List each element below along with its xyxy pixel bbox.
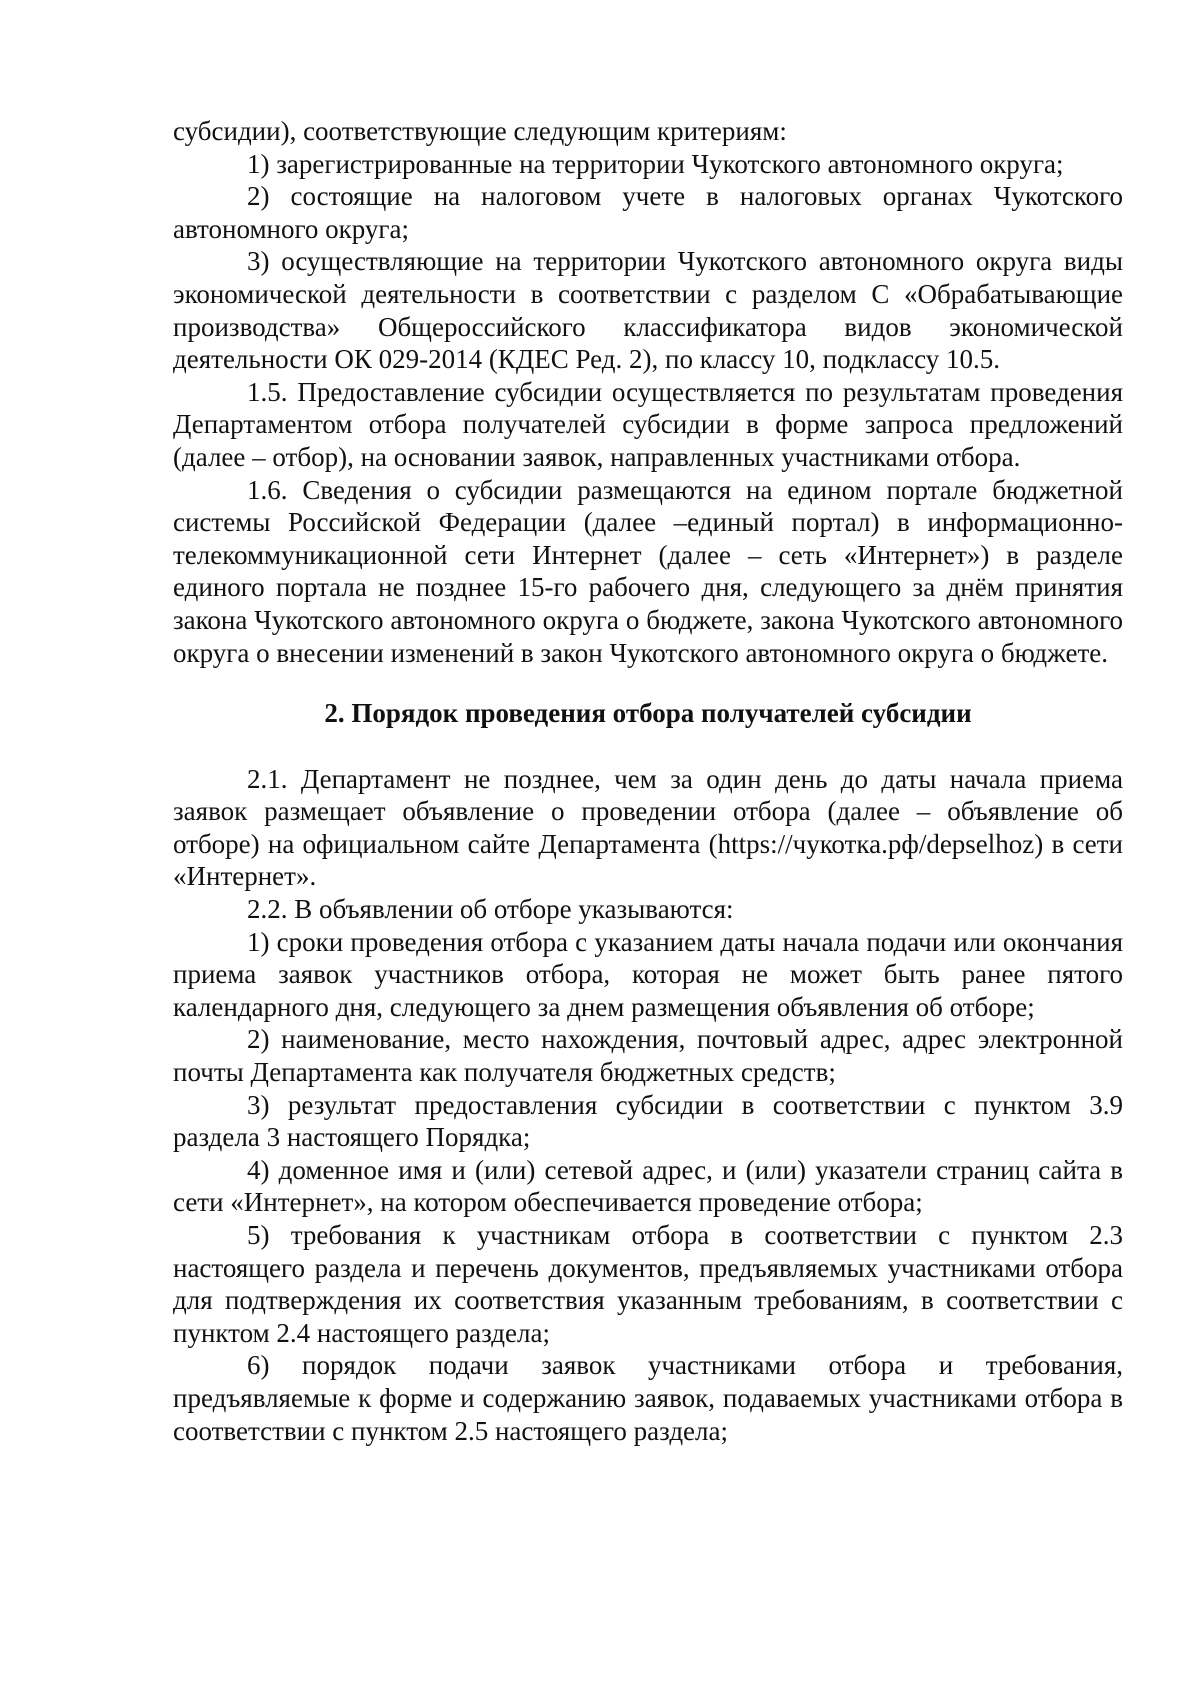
criterion-3: 3) осуществляющие на территории Чукотского автономного округа виды экономической деятельности в соответствии с разделом С «Обрабатывающие производства» Общероссийского классификатора видов экономической деятельности ОК 029-2014 (КДЕС Ред. 2), по классу 10, подклассу 10.5. bbox=[173, 246, 1123, 375]
clause-1-5: 1.5. Предоставление субсидии осуществляется по результатам проведения Департаментом отбора получателей субсидии в форме запроса предложений (далее – отбор), на основании заявок, направленных участниками отбора. bbox=[173, 376, 1123, 472]
paragraph-continuation: субсидии), соответствующие следующим критериям: bbox=[173, 116, 787, 146]
clause-2-1: 2.1. Департамент не позднее, чем за один день до даты начала приема заявок размещает объявление о проведении отбора (далее – объявление об отборе) на официальном сайте Департамента (https://чукотка.рф/depselhoz) в сети «Интернет». bbox=[173, 763, 1123, 892]
list-item-2: 2) наименование, место нахождения, почтовый адрес, адрес электронной почты Департамента как получателя бюджетных средств; bbox=[173, 1024, 1123, 1088]
list-item-3: 3) результат предоставления субсидии в соответствии с пунктом 3.9 раздела 3 настоящего Порядка; bbox=[173, 1089, 1123, 1153]
list-item-4: 4) доменное имя и (или) сетевой адрес, и (или) указатели страниц сайта в сети «Интернет», на котором обеспечивается проведение отбора; bbox=[173, 1154, 1123, 1218]
section-heading: 2. Порядок проведения отбора получателей субсидии bbox=[324, 698, 972, 729]
criterion-1: 1) зарегистрированные на территории Чукотского автономного округа; bbox=[247, 148, 1064, 179]
clause-2-2: 2.2. В объявлении об отборе указываются: bbox=[247, 894, 734, 925]
list-item-5: 5) требования к участникам отбора в соответствии с пунктом 2.3 настоящего раздела и перечень документов, предъявляемых участниками отбора для подтверждения их соответствия указанным требованиям, в соответствии с пунктом 2.4 настоящего раздела; bbox=[173, 1220, 1123, 1348]
clause-1-6: 1.6. Сведения о субсидии размещаются на едином портале бюджетной системы Российской Федерации (далее –единый портал) в информационно-телекоммуникационной сети Интернет (далее – сеть «Интернет») в разделе единого портала не позднее 15-го рабочего дня, следующего за днём принятия закона Чукотского автономного округа о бюджете, закона Чукотского автономного округа о внесении изменений в закон Чукотского автономного округа о бюджете. bbox=[173, 474, 1123, 668]
criterion-2: 2) состоящие на налоговом учете в налоговых органах Чукотского автономного округа; bbox=[173, 181, 1123, 244]
document-page bbox=[173, 115, 1123, 1447]
list-item-1: 1) сроки проведения отбора с указанием даты начала подачи или окончания приема заявок участников отбора, которая не может быть ранее пятого календарного дня, следующего за днем размещения объявления об отборе; bbox=[173, 926, 1123, 1022]
list-item-6: 6) порядок подачи заявок участниками отбора и требования, предъявляемые к форме и содержанию заявок, подаваемых участниками отбора в соответствии с пунктом 2.5 настоящего раздела; bbox=[173, 1350, 1123, 1446]
